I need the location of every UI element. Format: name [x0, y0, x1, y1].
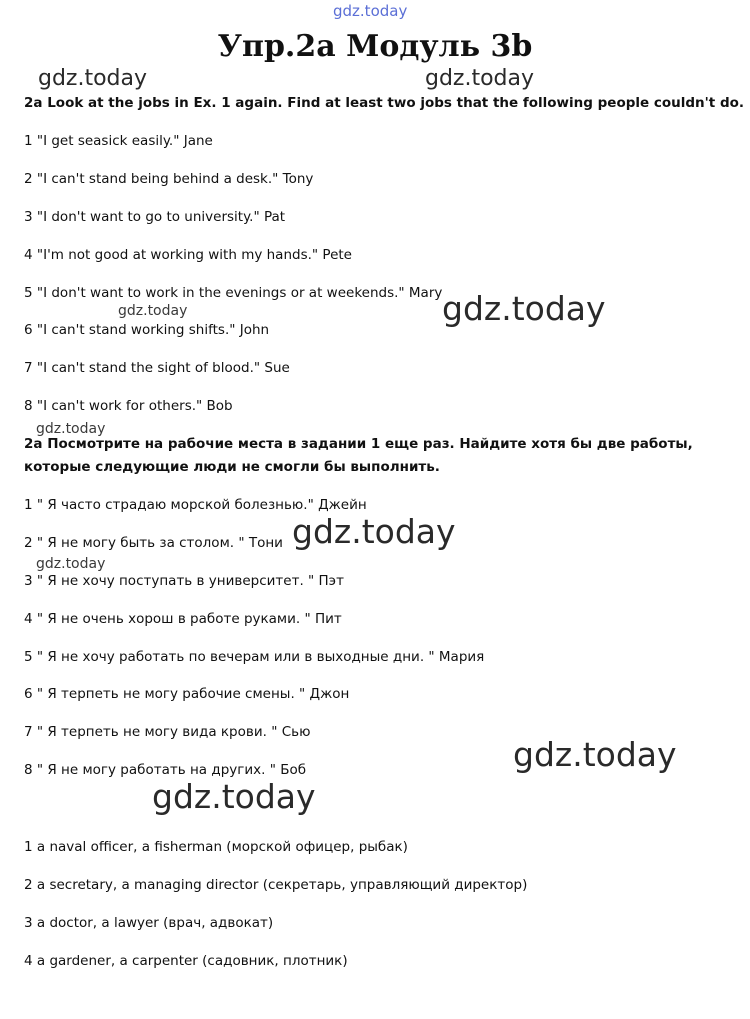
- watermark: gdz.today: [152, 777, 316, 816]
- watermark: gdz.today: [118, 303, 188, 319]
- russian-item: 6 " Я терпеть не могу рабочие смены. " Джон: [24, 686, 350, 702]
- english-item: 1 "I get seasick easily." Jane: [24, 133, 213, 149]
- answer-item: 3 a doctor, a lawyer (врач, адвокат): [24, 915, 274, 931]
- russian-item: 2 " Я не могу быть за столом. " Тони: [24, 535, 283, 551]
- russian-item: 4 " Я не очень хорош в работе руками. " Пит: [24, 611, 342, 627]
- english-item: 8 "I can't work for others." Bob: [24, 398, 233, 414]
- russian-item: 8 " Я не могу работать на других. " Боб: [24, 762, 307, 778]
- answer-item: 4 a gardener, a carpenter (садовник, плотник): [24, 953, 348, 969]
- watermark: gdz.today: [292, 512, 456, 551]
- watermark: gdz.today: [36, 556, 106, 572]
- russian-item: 5 " Я не хочу работать по вечерам или в выходные дни. " Мария: [24, 649, 485, 665]
- english-item: 3 "I don't want to go to university." Pat: [24, 209, 286, 225]
- english-item: 7 "I can't stand the sight of blood." Sue: [24, 360, 290, 376]
- watermark: gdz.today: [442, 289, 606, 328]
- answer-item: 2 a secretary, a managing director (секретарь, управляющий директор): [24, 877, 528, 893]
- russian-item: 3 " Я не хочу поступать в университет. " Пэт: [24, 573, 344, 589]
- answer-item: 1 a naval officer, a fisherman (морской офицер, рыбак): [24, 839, 408, 855]
- english-instruction: 2a Look at the jobs in Ex. 1 again. Find at least two jobs that the following people couldn't do.: [24, 95, 745, 111]
- english-item: 5 "I don't want to work in the evenings or at weekends." Mary: [24, 285, 443, 301]
- watermark: gdz.today: [513, 735, 677, 774]
- watermark: gdz.today: [425, 66, 535, 91]
- english-item: 6 "I can't stand working shifts." John: [24, 322, 270, 338]
- page-title: Упр.2а Модуль 3b: [217, 29, 533, 64]
- russian-instruction: 2a Посмотрите на рабочие места в задании 1 еще раз. Найдите хотя бы две работы, которые следующие люди не смогли бы выполнить.: [24, 436, 693, 475]
- english-item: 2 "I can't stand being behind a desk." Tony: [24, 171, 314, 187]
- russian-item: 1 " Я часто страдаю морской болезнью." Джейн: [24, 497, 367, 513]
- watermark-top[interactable]: gdz.today: [333, 2, 408, 20]
- watermark: gdz.today: [38, 66, 148, 91]
- english-item: 4 "I'm not good at working with my hands." Pete: [24, 247, 352, 263]
- russian-item: 7 " Я терпеть не могу вида крови. " Сью: [24, 724, 311, 740]
- watermark: gdz.today: [36, 421, 106, 437]
